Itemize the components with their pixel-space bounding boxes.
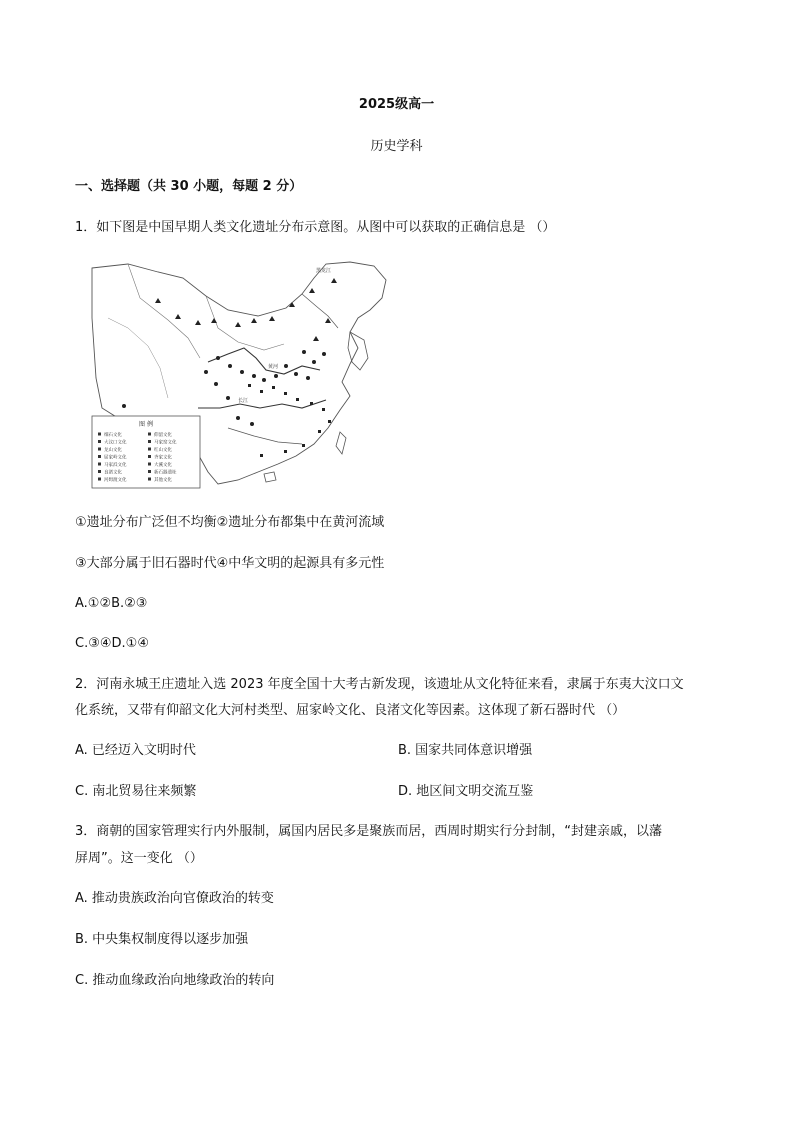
river-line [302,294,338,328]
site-marker [240,370,244,374]
map-island [336,432,346,454]
site-marker [269,316,275,321]
site-marker [195,320,201,325]
question-3-option-b: B. 中央集权制度得以逐步加强 [75,932,249,947]
map-peninsula [348,332,368,370]
question-1-options-ab: A.①②B.②③ [75,596,148,611]
site-marker [262,378,266,382]
legend-marker [148,455,151,458]
site-marker [235,322,241,327]
site-marker [284,450,287,453]
site-marker [284,392,287,395]
map-border-line [128,264,200,358]
site-marker [328,420,331,423]
legend-marker [98,470,101,473]
site-marker [260,390,263,393]
site-marker [252,374,256,378]
question-2-stem-line1: 2．河南永城王庄遗址入选 2023 年度全国十大考古新发现，该遗址从文化特征来看，隶属于东夷大汶口文 [75,677,684,692]
site-marker [274,374,278,378]
section-heading: 一、选择题（共 30 小题，每题 2 分） [75,179,303,194]
site-marker [296,398,299,401]
site-marker [251,318,257,323]
site-marker [272,386,275,389]
subject-title: 历史学科 [370,139,423,154]
river-line [228,428,302,444]
site-marker [226,396,230,400]
question-1-stem: 1．如下图是中国早期人类文化遗址分布示意图。从图中可以获取的正确信息是 （） [75,220,556,235]
legend-marker [98,448,101,451]
question-2-option-a: A. 已经迈入文明时代 [75,743,196,758]
site-marker [211,318,217,323]
legend-marker [98,433,101,436]
yangtze-river-line [198,400,326,408]
legend-label: 屈家岭文化 [104,455,127,461]
question-3-option-a: A. 推动贵族政治向官僚政治的转变 [75,891,274,906]
legend-marker [148,463,151,466]
legend-label: 其他文化 [154,478,172,483]
legend-label: 龙山文化 [104,448,122,453]
site-marker [175,314,181,319]
site-marker [312,360,316,364]
site-marker [248,384,251,387]
site-marker [236,416,240,420]
question-2-option-d: D. 地区间文明交流互鉴 [398,784,534,799]
legend-label: 仰韶文化 [154,433,172,438]
site-marker [302,350,306,354]
map-label-yellow-river: 黄河 [268,364,279,370]
legend-label: 大溪文化 [154,463,172,468]
legend-label: 齐家文化 [154,455,172,461]
site-marker [294,372,298,376]
question-1-statements-b: ③大部分属于旧石器时代④中华文明的起源具有多元性 [75,556,385,571]
map-island [264,472,276,482]
legend-label: 马家浜文化 [104,463,127,468]
site-marker [331,278,337,283]
site-marker [155,298,161,303]
site-marker [228,364,232,368]
question-1-options-cd: C.③④D.①④ [75,636,149,651]
site-marker [322,352,326,356]
site-marker [302,444,305,447]
site-marker [313,336,319,341]
site-marker [306,376,310,380]
site-marker [318,430,321,433]
legend-label: 河姆渡文化 [104,478,127,483]
question-3-stem-line1: 3．商朝的国家管理实行内外服制，属国内居民多是聚族而居，西周时期实行分封制，“封建亲戚，以藩 [75,824,663,839]
legend-marker [98,478,101,481]
question-2-option-c: C. 南北贸易往来频繁 [75,784,197,799]
legend-label: 大汶口文化 [104,440,127,446]
question-3-stem-line2: 屏周”。这一变化 （） [75,851,203,866]
legend-marker [148,470,151,473]
legend-label: 马家窑文化 [154,440,177,446]
site-marker [214,382,218,386]
question-2-option-b: B. 国家共同体意识增强 [398,743,533,758]
legend-label: 良渚文化 [104,470,122,476]
site-marker [260,454,263,457]
early-culture-sites-map [88,258,390,492]
site-marker [322,408,325,411]
legend-marker [148,448,151,451]
map-border-line [206,296,284,350]
legend-marker [98,463,101,466]
question-3-option-c: C. 推动血缘政治向地缘政治的转向 [75,973,275,988]
legend-label: 新石器遗址 [154,470,177,476]
map-label-yangtze: 长江 [238,398,249,404]
legend-marker [98,440,101,443]
site-marker [204,370,208,374]
site-marker [216,356,220,360]
legend-marker [148,440,151,443]
legend-marker [148,433,151,436]
question-2-stem-line2: 化系统，又带有仰韶文化大河村类型、屈家岭文化、良渚文化等因素。这体现了新石器时代 （） [75,703,626,718]
site-marker [310,402,313,405]
legend-marker [148,478,151,481]
site-marker [122,404,126,408]
site-marker [309,288,315,293]
legend-marker [98,455,101,458]
question-1-statements-a: ①遗址分布广泛但不均衡②遗址分布都集中在黄河流域 [75,515,385,530]
legend-label: 细石文化 [104,433,122,438]
site-marker [284,364,288,368]
legend-label: 红山文化 [154,448,172,453]
map-label-heilongjiang: 黑龙江 [316,268,332,274]
site-marker [250,422,254,426]
map-border-line [108,318,168,398]
grade-title: 2025级高一 [358,97,435,112]
map-legend-title: 图 例 [139,421,153,428]
